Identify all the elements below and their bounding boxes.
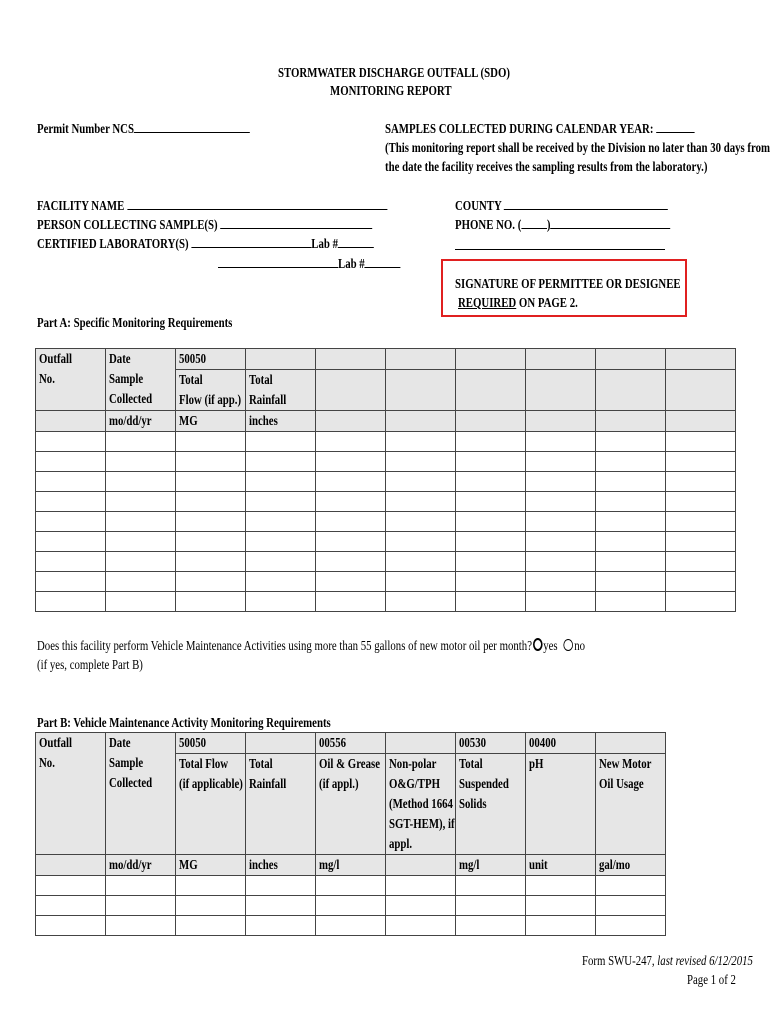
- table-cell[interactable]: [596, 572, 666, 592]
- no-radio[interactable]: [564, 639, 574, 651]
- cell-text: 00556: [319, 735, 346, 750]
- table-row: [36, 532, 736, 552]
- cell-text: 50050: [179, 351, 206, 366]
- table-cell[interactable]: [176, 452, 246, 472]
- phone-paren: ): [546, 217, 551, 232]
- table-cell[interactable]: [526, 532, 596, 552]
- cell-text: mo/dd/yr: [109, 413, 152, 428]
- table-cell[interactable]: [596, 592, 666, 612]
- cell-text: mg/l: [319, 857, 340, 872]
- cell-text: Suspended: [459, 776, 509, 791]
- table-cell[interactable]: [386, 592, 456, 612]
- table-cell: [526, 733, 596, 754]
- table-cell[interactable]: [246, 532, 316, 552]
- table-cell: [386, 349, 456, 370]
- table-cell: [36, 349, 106, 411]
- table-cell: [36, 733, 106, 855]
- table-cell[interactable]: [386, 452, 456, 472]
- form-title-line1: STORMWATER DISCHARGE OUTFALL (SDO): [278, 65, 510, 80]
- table-cell[interactable]: [36, 896, 106, 916]
- table-row: [36, 472, 736, 492]
- units-row: [36, 855, 666, 876]
- cell-text: MG: [179, 857, 198, 872]
- table-cell[interactable]: [386, 492, 456, 512]
- table-cell: [246, 733, 316, 754]
- cell-text: Total: [249, 756, 273, 771]
- table-cell[interactable]: [596, 492, 666, 512]
- table-cell[interactable]: [456, 492, 526, 512]
- table-cell[interactable]: [36, 532, 106, 552]
- table-cell[interactable]: [106, 916, 176, 936]
- question-note: (if yes, complete Part B): [37, 657, 143, 672]
- table-cell[interactable]: [36, 452, 106, 472]
- table-cell[interactable]: [596, 432, 666, 452]
- table-cell[interactable]: [316, 432, 386, 452]
- cell-text: 00530: [459, 735, 486, 750]
- table-row: [36, 452, 736, 472]
- form-revision: [582, 951, 753, 970]
- blank-line: [455, 249, 665, 250]
- table-cell[interactable]: [316, 876, 386, 896]
- yes-radio[interactable]: [533, 638, 543, 651]
- table-cell[interactable]: [596, 512, 666, 532]
- table-cell[interactable]: [596, 472, 666, 492]
- yes-label: yes: [543, 638, 558, 653]
- cell-text: Flow (if app.): [179, 392, 242, 407]
- cell-text: SGT-HEM), if: [389, 816, 455, 831]
- table-cell[interactable]: [316, 592, 386, 612]
- table-cell: [596, 855, 666, 876]
- table-cell[interactable]: [106, 572, 176, 592]
- table-cell[interactable]: [666, 532, 736, 552]
- table-cell: [456, 733, 526, 754]
- table-cell[interactable]: [106, 492, 176, 512]
- table-cell: [176, 370, 246, 411]
- cell-text: (Method 1664: [389, 796, 453, 811]
- table-cell[interactable]: [316, 896, 386, 916]
- table-cell[interactable]: [246, 552, 316, 572]
- cell-text: (if applicable): [179, 776, 243, 791]
- cell-text: Sample: [109, 371, 144, 386]
- table-cell[interactable]: [596, 532, 666, 552]
- table-cell: [316, 733, 386, 754]
- table-row: [36, 492, 736, 512]
- table-cell: [246, 411, 316, 432]
- part-a-table: [35, 348, 736, 612]
- cell-text: Total: [459, 756, 483, 771]
- part-a-title: Part A: Specific Monitoring Requirements: [37, 315, 233, 330]
- table-cell[interactable]: [456, 896, 526, 916]
- table-cell[interactable]: [386, 512, 456, 532]
- table-cell[interactable]: [36, 472, 106, 492]
- table-cell: [456, 754, 526, 855]
- table-cell[interactable]: [246, 896, 316, 916]
- table-cell: [666, 349, 736, 370]
- table-cell[interactable]: [176, 432, 246, 452]
- table-cell[interactable]: [106, 432, 176, 452]
- table-cell[interactable]: [526, 472, 596, 492]
- cell-text: mo/dd/yr: [109, 857, 152, 872]
- table-cell: [526, 370, 596, 411]
- table-cell[interactable]: [526, 916, 596, 936]
- signature-notice-line1: SIGNATURE OF PERMITTEE OR DESIGNEE: [455, 276, 681, 291]
- table-cell[interactable]: [36, 552, 106, 572]
- phone-label: PHONE NO. (: [455, 217, 522, 232]
- cell-text: Sample: [109, 755, 144, 770]
- table-cell[interactable]: [666, 452, 736, 472]
- cell-text: 00400: [529, 735, 556, 750]
- laboratory-label: CERTIFIED LABORATORY(S): [37, 236, 189, 251]
- table-cell[interactable]: [456, 592, 526, 612]
- table-row: [36, 896, 666, 916]
- table-cell: [386, 411, 456, 432]
- table-cell[interactable]: [666, 512, 736, 532]
- form-title-line2: MONITORING REPORT: [330, 83, 452, 98]
- header-row: [36, 349, 736, 370]
- table-cell: [246, 754, 316, 855]
- lab-number-label-2: Lab #: [338, 256, 365, 271]
- table-cell[interactable]: [106, 592, 176, 612]
- part-b-title: Part B: Vehicle Maintenance Activity Monitoring Requirements: [37, 715, 331, 730]
- table-cell[interactable]: [386, 572, 456, 592]
- table-cell[interactable]: [456, 572, 526, 592]
- table-cell: [316, 411, 386, 432]
- cell-text: 50050: [179, 735, 206, 750]
- table-cell[interactable]: [316, 572, 386, 592]
- cell-text: gal/mo: [599, 857, 631, 872]
- table-row: [36, 552, 736, 572]
- table-cell[interactable]: [386, 432, 456, 452]
- table-cell[interactable]: [316, 552, 386, 572]
- on-page-2-text: ON PAGE 2.: [516, 295, 578, 310]
- table-cell[interactable]: [456, 552, 526, 572]
- table-cell: [666, 411, 736, 432]
- cell-text: unit: [529, 857, 548, 872]
- table-cell[interactable]: [176, 472, 246, 492]
- table-cell: [316, 754, 386, 855]
- table-cell[interactable]: [246, 512, 316, 532]
- cell-text: Outfall: [39, 351, 73, 366]
- calendar-year-field[interactable]: [385, 119, 695, 138]
- table-cell: [316, 370, 386, 411]
- table-cell[interactable]: [36, 572, 106, 592]
- table-cell[interactable]: [666, 492, 736, 512]
- table-cell: [526, 855, 596, 876]
- table-cell[interactable]: [596, 452, 666, 472]
- table-cell: [316, 855, 386, 876]
- table-cell[interactable]: [246, 432, 316, 452]
- table-row: [36, 572, 736, 592]
- units-row: [36, 411, 736, 432]
- cell-text: No.: [39, 371, 55, 386]
- table-cell[interactable]: [176, 532, 246, 552]
- cell-text: Solids: [459, 796, 487, 811]
- revision-date: last revised 6/12/2015: [657, 953, 753, 968]
- table-cell[interactable]: [106, 552, 176, 572]
- signature-notice-line2: [458, 293, 578, 312]
- cell-text: Rainfall: [249, 776, 287, 791]
- table-cell: [596, 754, 666, 855]
- table-cell: [106, 349, 176, 411]
- table-cell[interactable]: [526, 876, 596, 896]
- table-cell[interactable]: [386, 552, 456, 572]
- table-cell[interactable]: [526, 572, 596, 592]
- cell-text: Non-polar: [389, 756, 437, 771]
- person-collecting-label: PERSON COLLECTING SAMPLE(S): [37, 217, 218, 232]
- table-cell: [526, 411, 596, 432]
- table-cell[interactable]: [526, 512, 596, 532]
- table-row: [36, 592, 736, 612]
- cell-text: Total: [249, 372, 273, 387]
- permit-number-field[interactable]: [37, 119, 250, 138]
- table-cell: [176, 754, 246, 855]
- table-cell[interactable]: [596, 896, 666, 916]
- table-cell[interactable]: [526, 492, 596, 512]
- table-cell[interactable]: [176, 572, 246, 592]
- table-cell[interactable]: [666, 432, 736, 452]
- table-cell: [176, 349, 246, 370]
- table-cell: [596, 349, 666, 370]
- table-cell[interactable]: [316, 492, 386, 512]
- table-cell[interactable]: [316, 916, 386, 936]
- table-cell[interactable]: [596, 916, 666, 936]
- cell-text: Oil & Grease: [319, 756, 380, 771]
- table-cell[interactable]: [526, 592, 596, 612]
- table-cell[interactable]: [666, 472, 736, 492]
- cell-text: Collected: [109, 775, 153, 790]
- table-cell: [456, 370, 526, 411]
- table-cell: [36, 411, 106, 432]
- table-cell: [106, 855, 176, 876]
- county-field[interactable]: [455, 196, 668, 215]
- table-cell[interactable]: [246, 492, 316, 512]
- table-cell: [386, 733, 456, 754]
- table-cell[interactable]: [246, 916, 316, 936]
- table-cell[interactable]: [106, 896, 176, 916]
- table-cell[interactable]: [526, 552, 596, 572]
- table-cell[interactable]: [36, 512, 106, 532]
- table-cell[interactable]: [36, 876, 106, 896]
- table-cell[interactable]: [666, 552, 736, 572]
- table-cell[interactable]: [246, 572, 316, 592]
- table-cell: [456, 349, 526, 370]
- table-cell[interactable]: [386, 896, 456, 916]
- cell-text: inches: [249, 413, 278, 428]
- table-cell[interactable]: [246, 452, 316, 472]
- table-cell: [386, 370, 456, 411]
- table-cell: [386, 855, 456, 876]
- table-cell[interactable]: [176, 492, 246, 512]
- table-cell[interactable]: [36, 592, 106, 612]
- table-cell[interactable]: [176, 512, 246, 532]
- laboratory-2-field[interactable]: [218, 254, 401, 273]
- table-cell[interactable]: [526, 432, 596, 452]
- table-cell[interactable]: [386, 532, 456, 552]
- facility-name-field[interactable]: [37, 196, 387, 215]
- table-cell[interactable]: [456, 472, 526, 492]
- table-cell: [246, 855, 316, 876]
- cell-text: MG: [179, 413, 198, 428]
- table-cell[interactable]: [106, 876, 176, 896]
- person-collecting-field[interactable]: [37, 215, 372, 234]
- phone-field[interactable]: [455, 215, 671, 234]
- table-row: [36, 512, 736, 532]
- no-label: no: [574, 638, 585, 653]
- table-cell: [316, 349, 386, 370]
- table-cell[interactable]: [456, 532, 526, 552]
- table-cell[interactable]: [666, 572, 736, 592]
- table-cell[interactable]: [456, 452, 526, 472]
- table-cell[interactable]: [246, 876, 316, 896]
- table-cell[interactable]: [526, 896, 596, 916]
- table-cell[interactable]: [176, 552, 246, 572]
- table-cell: [106, 411, 176, 432]
- table-cell[interactable]: [106, 532, 176, 552]
- table-cell: [246, 370, 316, 411]
- table-cell[interactable]: [36, 492, 106, 512]
- table-cell[interactable]: [456, 512, 526, 532]
- table-cell[interactable]: [246, 592, 316, 612]
- table-row: [36, 876, 666, 896]
- cell-text: O&G/TPH: [389, 776, 440, 791]
- table-cell[interactable]: [36, 916, 106, 936]
- table-cell: [106, 733, 176, 855]
- form-number: Form SWU-247,: [582, 953, 658, 968]
- page-number: Page 1 of 2: [687, 972, 736, 987]
- cell-text: Outfall: [39, 735, 73, 750]
- cell-text: Date: [109, 351, 131, 366]
- facility-name-label: FACILITY NAME: [37, 198, 125, 213]
- table-cell[interactable]: [596, 876, 666, 896]
- table-cell: [176, 733, 246, 754]
- table-cell[interactable]: [106, 452, 176, 472]
- table-cell: [456, 411, 526, 432]
- table-cell[interactable]: [246, 472, 316, 492]
- part-b-table: [35, 732, 666, 936]
- table-cell: [36, 855, 106, 876]
- calendar-year-label: SAMPLES COLLECTED DURING CALENDAR YEAR:: [385, 121, 654, 136]
- table-cell[interactable]: [666, 592, 736, 612]
- table-cell[interactable]: [456, 876, 526, 896]
- required-text: REQUIRED: [458, 295, 517, 310]
- cell-text: Rainfall: [249, 392, 287, 407]
- table-cell[interactable]: [386, 472, 456, 492]
- table-cell[interactable]: [456, 432, 526, 452]
- cell-text: New Motor: [599, 756, 652, 771]
- county-label: COUNTY: [455, 198, 502, 213]
- table-cell: [526, 349, 596, 370]
- table-cell: [596, 733, 666, 754]
- table-cell[interactable]: [36, 432, 106, 452]
- table-cell: [246, 349, 316, 370]
- table-cell: [176, 855, 246, 876]
- table-cell[interactable]: [176, 876, 246, 896]
- lab-number-label: Lab #: [311, 236, 338, 251]
- cell-text: appl.: [389, 836, 413, 851]
- question-text: Does this facility perform Vehicle Maintenance Activities using more than 55 gallons of new motor oil per month?: [37, 638, 532, 653]
- table-row: [36, 916, 666, 936]
- permit-number-label: Permit Number NCS: [37, 121, 134, 136]
- table-cell[interactable]: [316, 532, 386, 552]
- cell-text: mg/l: [459, 857, 480, 872]
- table-cell[interactable]: [456, 916, 526, 936]
- cell-text: Total Flow: [179, 756, 229, 771]
- cell-text: Oil Usage: [599, 776, 644, 791]
- table-cell: [456, 855, 526, 876]
- table-cell: [666, 370, 736, 411]
- table-cell: [386, 754, 456, 855]
- table-cell[interactable]: [526, 452, 596, 472]
- table-cell: [176, 411, 246, 432]
- cell-text: (if appl.): [319, 776, 359, 791]
- cell-text: pH: [529, 756, 544, 771]
- table-cell[interactable]: [386, 876, 456, 896]
- table-cell: [596, 411, 666, 432]
- deadline-note-2: the date the facility receives the sampling results from the laboratory.): [385, 159, 708, 174]
- table-cell: [526, 754, 596, 855]
- laboratory-field[interactable]: [37, 234, 374, 253]
- table-cell: [596, 370, 666, 411]
- table-cell[interactable]: [106, 512, 176, 532]
- table-cell[interactable]: [316, 452, 386, 472]
- table-cell[interactable]: [386, 916, 456, 936]
- cell-text: Date: [109, 735, 131, 750]
- vehicle-maintenance-question: [37, 636, 585, 655]
- table-row: [36, 432, 736, 452]
- cell-text: Collected: [109, 391, 153, 406]
- table-cell[interactable]: [316, 512, 386, 532]
- cell-text: Total: [179, 372, 203, 387]
- table-cell[interactable]: [106, 472, 176, 492]
- table-cell[interactable]: [176, 592, 246, 612]
- cell-text: inches: [249, 857, 278, 872]
- header-row: [36, 733, 666, 754]
- table-cell[interactable]: [176, 916, 246, 936]
- table-cell[interactable]: [596, 552, 666, 572]
- cell-text: No.: [39, 755, 55, 770]
- table-cell[interactable]: [316, 472, 386, 492]
- table-cell[interactable]: [176, 896, 246, 916]
- deadline-note-1: (This monitoring report shall be received by the Division no later than 30 days from: [385, 140, 770, 155]
